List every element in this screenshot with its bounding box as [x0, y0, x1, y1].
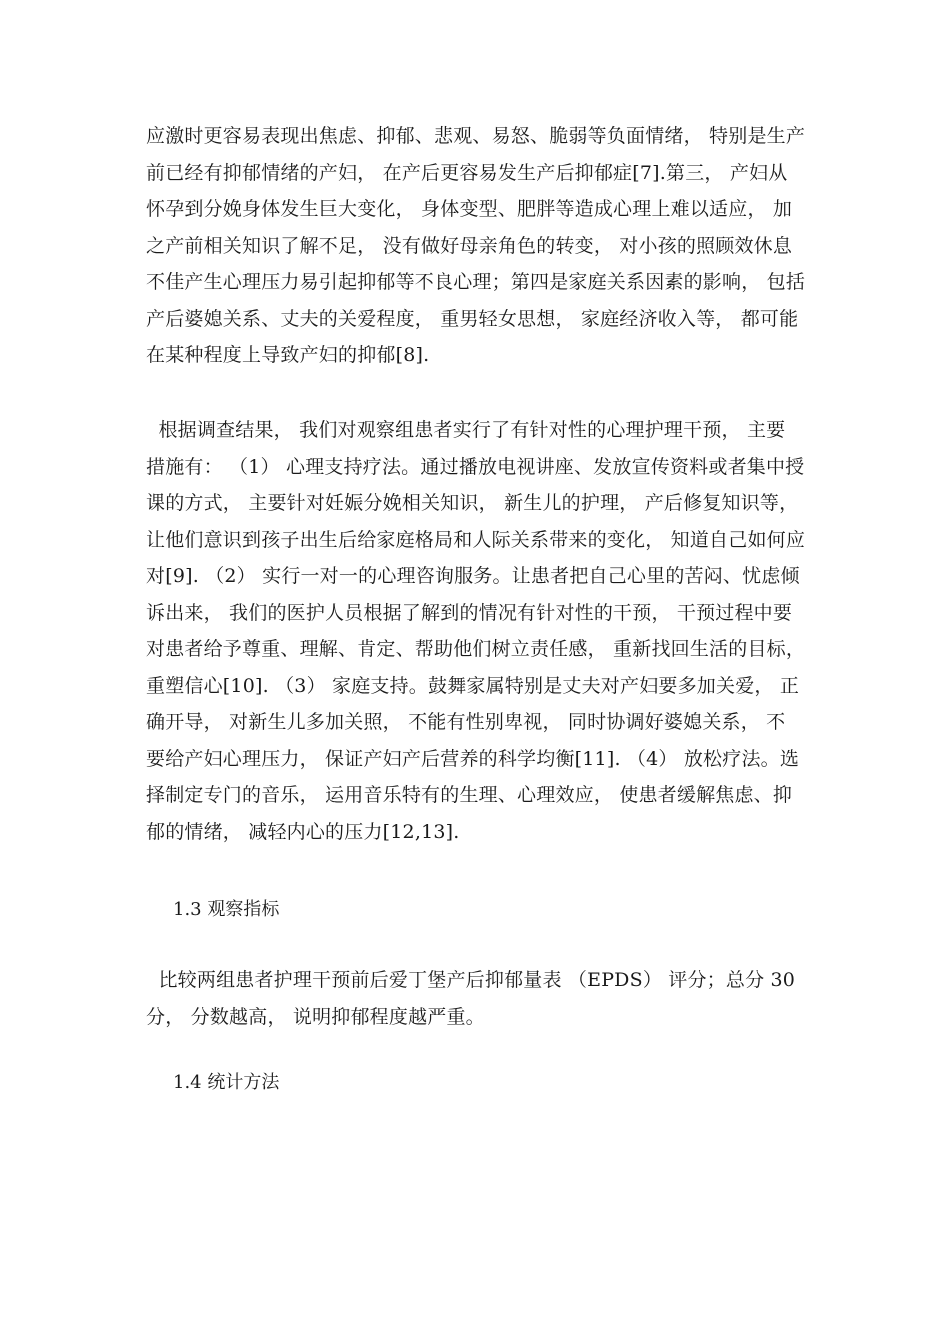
text-line: 确开导， 对新生儿多加关照， 不能有性别卑视， 同时协调好婆媳关系， 不 — [146, 711, 786, 733]
text-line: 择制定专门的音乐， 运用音乐特有的生理、心理效应， 使患者缓解焦虑、抑 — [146, 784, 793, 806]
text-line: 产后婆媳关系、丈夫的关爱程度， 重男轻女思想， 家庭经济收入等， 都可能 — [146, 307, 799, 330]
text-line: 之产前相关知识了解不足， 没有做好母亲角色的转变， 对小孩的照顾效休息 — [146, 234, 793, 257]
text-line: 比较两组患者护理干预前后爱丁堡产后抑郁量表 （EPDS） 评分；总分 30 — [146, 969, 796, 991]
text-line: 诉出来， 我们的医护人员根据了解到的情况有针对性的干预， 干预过程中要 — [146, 601, 793, 624]
text-line: 郁的情绪， 减轻内心的压力[12,13]. — [146, 820, 460, 843]
text-line: 前已经有抑郁情绪的产妇， 在产后更容易发生产后抑郁症[7].第三， 产妇从 — [146, 161, 788, 184]
text-line: 分， 分数越高， 说明抑郁程度越严重。 — [146, 1005, 485, 1028]
paragraph-nursing-interventions — [146, 412, 810, 850]
text-line: 不佳产生心理压力易引起抑郁等不良心理；第四是家庭关系因素的影响， 包括 — [146, 271, 806, 293]
text-line: 重塑信心[10]. （3） 家庭支持。鼓舞家属特别是丈夫对产妇要多加关爱， 正 — [146, 674, 800, 697]
text-line: 怀孕到分娩身体发生巨大变化， 身体变型、肥胖等造成心理上难以适应， 加 — [146, 198, 793, 220]
section-heading-observation-indicators: 1.3 观察指标 — [173, 899, 280, 920]
text-line: 在某种程度上导致产妇的抑郁[8]. — [146, 344, 430, 366]
text-line: 要给产妇心理压力， 保证产妇产后营养的科学均衡[11]. （4） 放松疗法。选 — [146, 747, 800, 770]
paragraph-risk-factors — [146, 118, 810, 374]
paragraph-epds-comparison — [146, 962, 810, 1035]
section-heading-statistical-methods: 1.4 统计方法 — [173, 1072, 280, 1093]
text-line: 对[9]. （2） 实行一对一的心理咨询服务。让患者把自己心里的苦闷、忧虑倾 — [146, 565, 800, 587]
text-line: 应激时更容易表现出焦虑、抑郁、悲观、易怒、脆弱等负面情绪， 特别是生产 — [146, 125, 806, 147]
text-line: 根据调查结果， 我们对观察组患者实行了有针对性的心理护理干预， 主要 — [146, 419, 786, 441]
text-line: 对患者给予尊重、理解、肯定、帮助他们树立责任感， 重新找回生活的目标， — [146, 638, 806, 660]
text-line: 课的方式， 主要针对妊娠分娩相关知识， 新生儿的护理， 产后修复知识等， — [146, 492, 799, 514]
text-line: 措施有： （1） 心理支持疗法。通过播放电视讲座、发放宣传资料或者集中授 — [146, 455, 805, 478]
text-line: 让他们意识到孩子出生后给家庭格局和人际关系带来的变化， 知道自己如何应 — [146, 528, 806, 551]
